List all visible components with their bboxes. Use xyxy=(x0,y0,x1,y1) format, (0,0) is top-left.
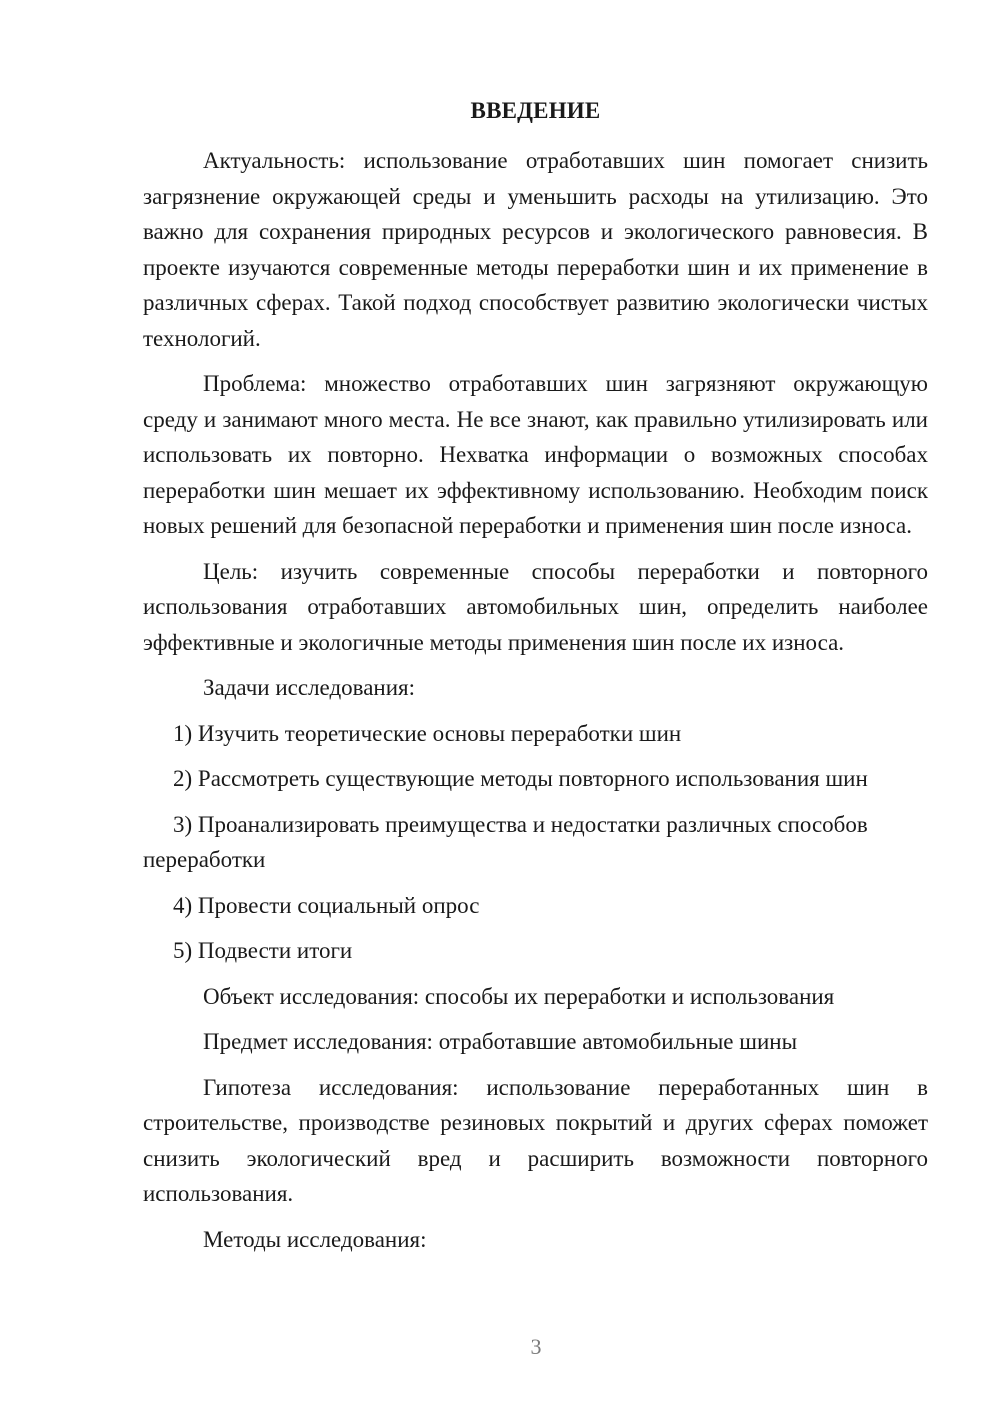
paragraph-object: Объект исследования: способы их переработки и использования xyxy=(203,983,835,1009)
paragraph-subject: Предмет исследования: отработавшие автомобильные шины xyxy=(203,1029,798,1054)
paragraph-problem: Проблема: множество отработавших шин загрязняют окружающую среду и занимают много места. Не все знают, как правильно утилизировать или использовать их повторно. Нехватка информации о возможных способах переработки шин мешает их эффективному использованию. Необходим поиск новых решений для безопасной переработки и применения шин после износа. xyxy=(143,371,928,538)
methods-title: Методы исследования: xyxy=(203,1226,427,1252)
page-number: 3 xyxy=(530,1334,542,1359)
page-title: ВВЕДЕНИЕ xyxy=(470,98,601,123)
task-item: 1) Изучить теоретические основы переработки шин xyxy=(173,720,682,746)
tasks-title: Задачи исследования: xyxy=(203,675,416,700)
task-item: 5) Подвести итоги xyxy=(173,938,353,963)
paragraph-relevance: Актуальность: использование отработавших шин помогает снизить загрязнение окружающей среды и уменьшить расходы на утилизацию. Это важно для сохранения природных ресурсов и экологического равновесия. В проекте изучаются современные методы переработки шин и их применение в различных сферах. Такой подход способствует развитию экологически чистых технологий. xyxy=(143,148,928,351)
paragraph-goal: Цель: изучить современные способы переработки и повторного использования отработавших автомобильных шин, определить наиболее эффективные и экологичные методы применения шин после их износа. xyxy=(143,558,928,655)
task-item: 3) Проанализировать преимущества и недостатки различных способов переработки xyxy=(143,811,868,872)
task-item: 4) Провести социальный опрос xyxy=(173,892,480,918)
document-body xyxy=(143,143,928,1267)
task-item: 2) Рассмотреть существующие методы повторного использования шин xyxy=(173,766,868,791)
paragraph-hypothesis: Гипотеза исследования: использование переработанных шин в строительстве, производстве резиновых покрытий и других сферах поможет снизить экологический вред и расширить возможности повторного использования. xyxy=(143,1074,928,1206)
